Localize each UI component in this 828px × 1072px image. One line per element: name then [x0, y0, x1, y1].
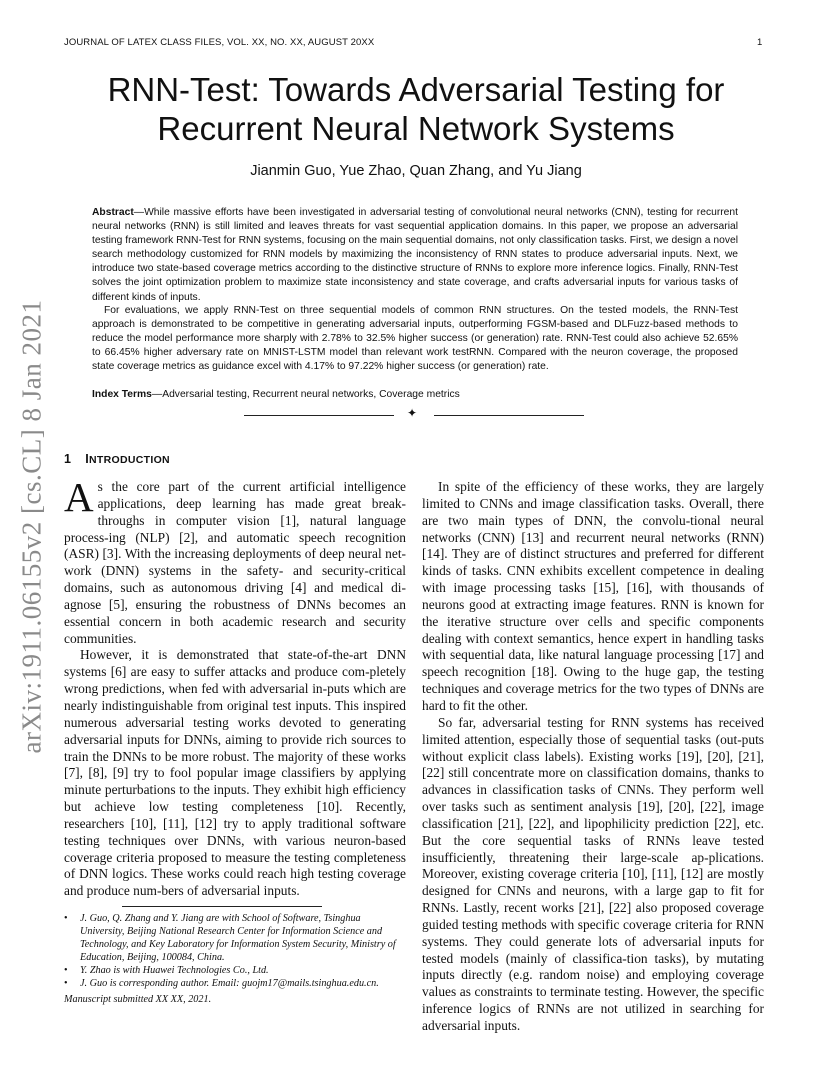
- paper-authors: Jianmin Guo, Yue Zhao, Quan Zhang, and Yu Jiang: [250, 163, 582, 179]
- intro-paragraph-3: In spite of the efficiency of these works, they are largely limited to CNNs and image classification tasks. Overall, there are two main types of DNN, the convolu-tional neural networks (CNN) [13] and recurrent neural networks (RNN) [14]. They are of distinct structures and preferred for different kinds of tasks. CNN exhibits excellent competence in dealing with image processing tasks [15], [16], with thousands of neurons good at extracting image features. RNN is known for the iterative structure over cells and specific components dealing with context semantics, hence expert in handling tasks with sequential data, like natural language processing [17] and speech recognition [18]. Owing to the huge gap, the testing techniques and coverage metrics for the two types of DNNs are hard to fit the other.: [422, 479, 764, 713]
- index-terms-text: Adversarial testing, Recurrent neural networks, Coverage metrics: [162, 389, 460, 400]
- abstract-paragraph-1: Abstract—While massive efforts have been investigated in adversarial testing of convolutional neural networks (CNN), testing for recurrent neural networks (RNN) is still limited and leaves threats for vast sequential application domains. In this paper, we propose an adversarial testing framework RNN-Test for RNN systems, focusing on the main sequential domains, not only classification tasks. First, we design a novel search methodology customized for RNN models by maximizing the inconsistency of RNN states to produce adversarial inputs. Next, we introduce two state-based coverage metrics according to the distinctive structure of RNNs to explore more inference logics. Finally, RNN-Test solves the joint optimization problem to maximize state inconsistency and state coverage, and crafts adversarial inputs for various tasks of different kinds of inputs.: [92, 207, 738, 303]
- index-terms: Index Terms—Adversarial testing, Recurrent neural networks, Coverage metrics: [92, 389, 460, 400]
- bullet-icon: •: [64, 913, 68, 924]
- left-column: [64, 474, 406, 900]
- intro-paragraph-4: So far, adversarial testing for RNN systems has received limited attention, especially those of sequential tasks (out-puts without explicit class labels). Existing works [19], [20], [21], [22] still concentrate more on classification domains, thanks to advances in classification tasks of CNNs. They perform well over tasks such as sentiment analysis [19], [20], [22], image classification [21], [22], and lipophilicity prediction [22], etc. But the core sequential tasks of RNNs leave tested insufficiently, threatening their large-scale ap-plications. Moreover, existing coverage criteria [10], [11], [12] are mostly designed for CNNs and neurons, with a large gap to fit for RNNs. Lastly, recent works [21], [22] also proposed coverage guided testing methods with specific coverage criteria for RNN systems. They could generate lots of adversarial inputs for tested models (mainly of classifica-tion tasks), by mutating inputs directly (e.g. random noise) and employing coverage values as constraints to terminate testing. However, the specific inference logics of RNNs are not utilized in searching for adversarial inputs.: [422, 714, 764, 1033]
- section-title-initial: I: [85, 452, 90, 466]
- footnote-list: [64, 912, 406, 991]
- section-number: 1: [64, 452, 72, 466]
- section-heading-introduction: [64, 452, 170, 466]
- section-divider: [244, 408, 584, 422]
- abstract-paragraph-2: For evaluations, we apply RNN-Test on three sequential models of common RNN structures. On the tested models, the RNN-Test approach is demonstrated to be competitive in generating adversarial inputs, outperforming FGSM-based and DLFuzz-based methods to reduce the model performance more sharply with 2.78% to 32.5% higher success (or generation) rate. RNN-Test could also achieve 52.65% to 66.45% higher adversary rate on MNIST-LSTM model than relevant work testRNN. Compared with the neuron coverage, the proposed state coverage metrics as guidance excel with 4.17% to 97.22% higher success (or generation) rate.: [92, 305, 738, 373]
- footnote-item: [64, 912, 406, 964]
- footnote-item: [64, 964, 406, 977]
- arxiv-identifier-stamp: [2, 296, 62, 756]
- paper-title: RNN-Test: Towards Adversarial Testing for Recurrent Neural Network Systems: [107, 71, 725, 147]
- intro-paragraph-1-text: s the core part of the current artificial intelligence applications, deep learning has made great break-throughs in computer vision [1], natural language process-ing (NLP) [2], and automatic speech recognition (ASR) [3]. With the increasing deployments of deep neural net-work (DNN) systems in the safety- and security-critical domains, such as autonomous driving [4] and medical di-agnose [5], ensuring the robustness of DNNs becomes an essential concern in both academic research and security communities.: [64, 479, 406, 646]
- footnote-item: [64, 977, 406, 990]
- footnote-text: J. Guo is corresponding author. Email: guojm17@mails.tsinghua.edu.cn.: [80, 978, 379, 990]
- bullet-icon: •: [64, 978, 68, 990]
- divider-star-icon: ✦: [407, 406, 418, 420]
- intro-paragraph-2: However, it is demonstrated that state-of-the-art DNN systems [6] are easy to suffer attacks and produce com-pletely wrong predictions, when fed with adversarial in-puts which are nearly indistinguishable from original test inputs. This inspired numerous adversarial testing works devoted to generating adversarial inputs for DNNs, aiming to provide rich sources to train the DNNs to be more robust. The majority of these works [7], [8], [9] try to fool popular image classifiers by applying minute perturbations to the inputs. They exhibit high efficiency but achieve low testing completeness [10]. Recently, researchers [10], [11], [12] try to apply traditional software testing techniques over DNNs, with various neuron-based coverage criteria proposed to measure the testing completeness of DNN logics. These works could reach high testing coverage and produce num-bers of adversarial inputs.: [64, 647, 406, 899]
- page-number: 1: [757, 37, 763, 48]
- abstract-text-1: While massive efforts have been investigated in adversarial testing of convolutional neural networks (CNN), testing for recurrent neural networks (RNN) is still limited and leaves threats for vast sequential application domains. In this paper, we propose an adversarial testing framework RNN-Test for RNN systems, focusing on the main sequential domains, not only classification tasks. First, we design a novel search methodology customized for RNN models by maximizing the inconsistency of RNN states to produce adversarial inputs. Next, we introduce two state-based coverage metrics according to the distinctive structure of RNNs to explore more inference logics. Finally, RNN-Test solves the joint optimization problem to maximize state inconsistency and state coverage, and crafts adversarial inputs for various tasks of different kinds of inputs.: [92, 207, 738, 303]
- intro-paragraph-1: [64, 474, 406, 647]
- divider-rule-left: [244, 415, 394, 416]
- divider-rule-right: [434, 415, 584, 416]
- manuscript-note: Manuscript submitted XX XX, 2021.: [64, 993, 212, 1005]
- footnote-text: J. Guo, Q. Zhang and Y. Jiang are with School of Software, Tsinghua University, Beijing National Research Center for Information Science and Technology, and Key Laboratory for Information System Security, Ministry of Education, Beijing, 100084, China.: [80, 913, 396, 964]
- right-column: [422, 479, 764, 1035]
- footnote-rule: [122, 906, 322, 907]
- bullet-icon: •: [64, 965, 68, 977]
- running-head: JOURNAL OF LATEX CLASS FILES, VOL. XX, NO. XX, AUGUST 20XX: [64, 37, 375, 48]
- abstract-label: Abstract: [92, 207, 134, 218]
- section-title-rest: NTRODUCTION: [89, 454, 170, 466]
- footnotes: [64, 912, 406, 1006]
- drop-cap: A: [64, 474, 94, 520]
- index-terms-label: Index Terms: [92, 389, 152, 400]
- arxiv-identifier-text: arXiv:1911.06155v2 [cs.CL] 8 Jan 2021: [16, 299, 47, 753]
- footnote-text: Y. Zhao is with Huawei Technologies Co., Ltd.: [80, 965, 269, 977]
